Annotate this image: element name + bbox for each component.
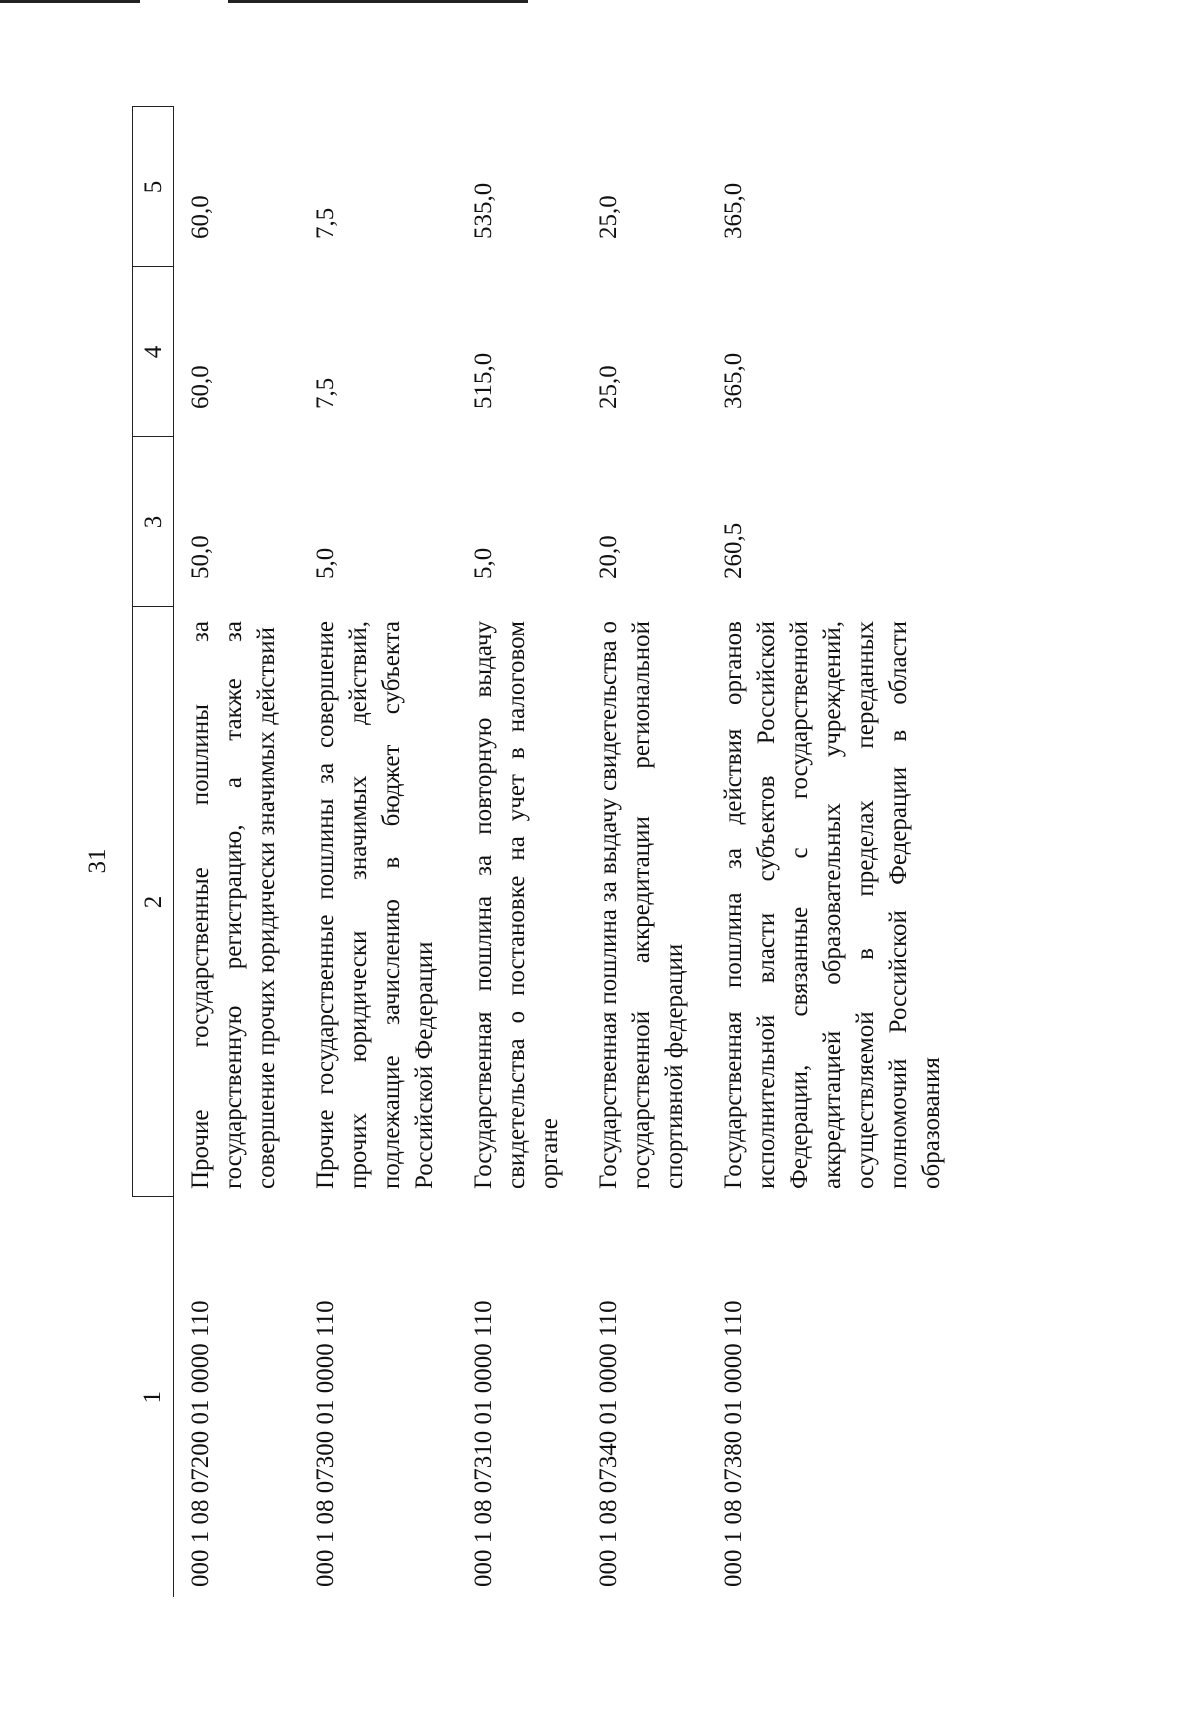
table-row (174, 107, 300, 1597)
column-header-4: 4 (133, 267, 174, 437)
revenue-name: Государственная пошлина за выдачу свидетельства о государственной аккредитации региональной спортивной федерации (595, 621, 688, 1189)
column-header-3: 3 (133, 437, 174, 607)
value-col-3: 20,0 (595, 535, 622, 579)
value-col-3: 260,5 (720, 522, 747, 579)
table-header-row (133, 107, 174, 1597)
revenue-table (132, 107, 964, 1598)
budget-code: 000 1 08 07380 01 0000 110 (720, 1300, 747, 1587)
revenue-table-sheet (132, 107, 1048, 1597)
column-header-5: 5 (133, 107, 174, 267)
value-col-5: 7,5 (312, 207, 339, 239)
table-row (457, 107, 582, 1597)
scan-edge-right (228, 0, 528, 3)
value-col-3: 5,0 (470, 547, 497, 579)
revenue-name: Государственная пошлина за действия органов исполнительной власти субъектов Российской Федерации, связанные с государственной аккредитацией образовательных учреждений, осуществляемой в пределах переданных полномочий Российской Федерации в области образования (720, 621, 945, 1189)
table-row (582, 107, 707, 1597)
budget-code: 000 1 08 07200 01 0000 110 (187, 1300, 214, 1587)
revenue-name: Прочие государственные пошлины за совершение прочих юридически значимых действий, подлежащие зачислению в бюджет субъекта Российской Федерации (312, 621, 438, 1189)
value-col-4: 7,5 (312, 377, 339, 409)
value-col-4: 365,0 (720, 352, 747, 409)
budget-code: 000 1 08 07300 01 0000 110 (312, 1300, 339, 1587)
table-row (299, 107, 457, 1597)
value-col-3: 5,0 (312, 547, 339, 579)
value-col-5: 60,0 (187, 195, 214, 239)
revenue-name: Государственная пошлина за повторную выдачу свидетельства о постановке на учет в налоговом органе (470, 621, 563, 1189)
column-header-2: 2 (133, 607, 174, 1197)
revenue-name: Прочие государственные пошлины за государственную регистрацию, а также за совершение прочих юридически значимых действий (187, 621, 280, 1189)
value-col-4: 25,0 (595, 365, 622, 409)
value-col-4: 515,0 (470, 352, 497, 409)
page-number: 31 (84, 848, 111, 874)
table-row (707, 107, 964, 1597)
value-col-3: 50,0 (187, 535, 214, 579)
budget-code: 000 1 08 07310 01 0000 110 (470, 1300, 497, 1587)
budget-code: 000 1 08 07340 01 0000 110 (595, 1300, 622, 1587)
value-col-5: 365,0 (720, 182, 747, 239)
column-header-1: 1 (133, 1197, 174, 1597)
scan-edge-left (0, 0, 140, 3)
value-col-4: 60,0 (187, 365, 214, 409)
value-col-5: 25,0 (595, 195, 622, 239)
value-col-5: 535,0 (470, 182, 497, 239)
